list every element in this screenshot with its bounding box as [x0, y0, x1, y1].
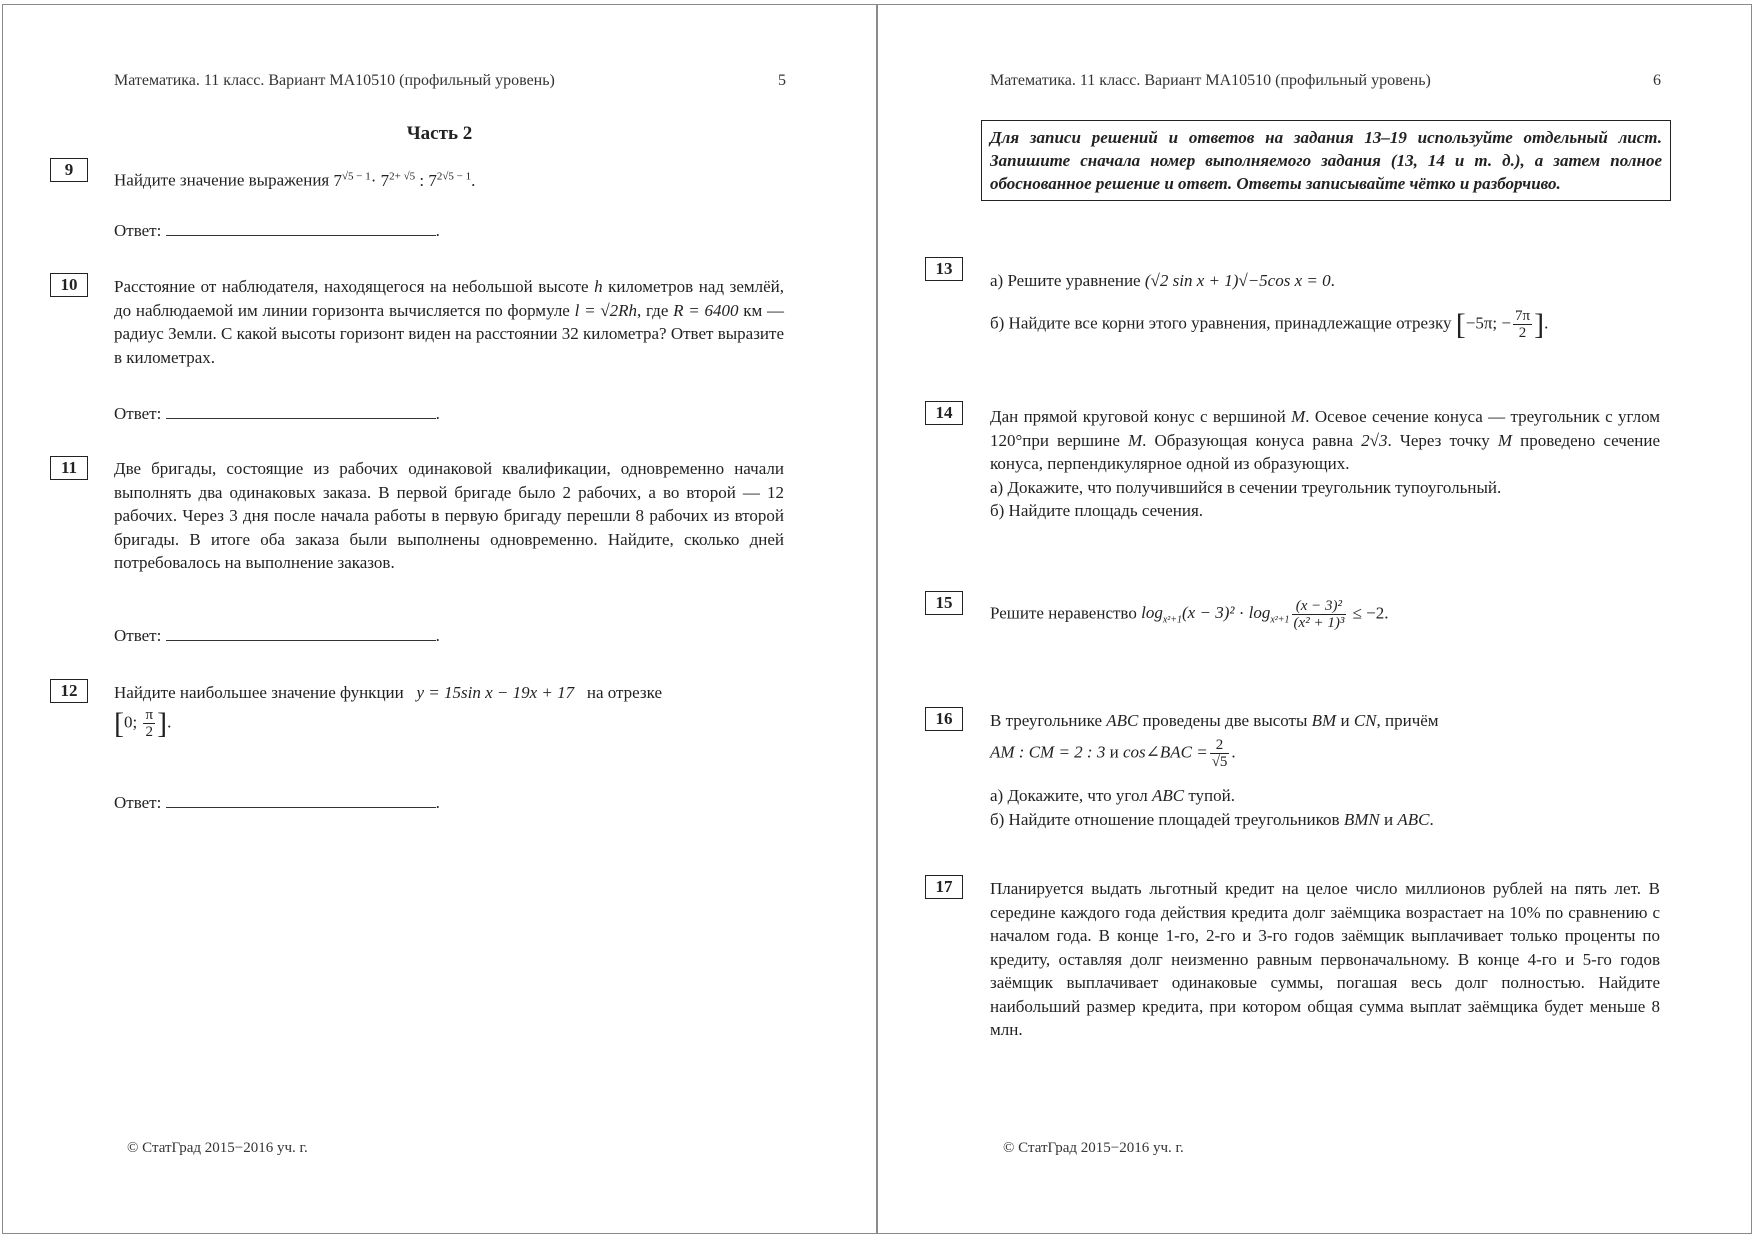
answer-line[interactable]: [166, 623, 436, 641]
page-header: Математика. 11 класс. Вариант МА10510 (профильный уровень): [990, 72, 1431, 89]
task-11-text: Две бригады, состоящие из рабочих одинаковой квалификации, одновременно начали выполнять два одинаковых заказа. В первой бригаде было 2 рабочих, а во второй — 12 рабочих. Через 3 дня после начала работы в первую бригаду перешли 8 рабочих из второй бригады. В итоге оба заказа были выполнены одновременно. Найдите, сколько дней потребовалось на выполнение заказов.: [114, 459, 784, 572]
task-12-formula: y = 15sin x − 19x + 17: [416, 683, 575, 702]
task-12-interval: [0; $\frac{\pi}{2}$ ].: [114, 706, 172, 740]
task-9-expression: $7^{√5 - 1}\cdot 7^{2+ √5}$ : $7^{2√5 - 1}$.: [333, 170, 476, 190]
page-number: 6: [1653, 72, 1661, 89]
left-page: [2, 4, 877, 1234]
task-11-answer: Ответ: .: [114, 623, 440, 646]
task-9-answer: Ответ: .: [114, 218, 440, 241]
task-16-part-b: б) Найдите отношение площадей треугольников BMN и ABC.: [990, 809, 1434, 829]
task-10-answer: Ответ: .: [114, 401, 440, 424]
task-12-text: Найдите наибольшее значение функции y = 15sin x − 19x + 17 на отрезке: [114, 683, 663, 702]
task-16-part-a: а) Докажите, что угол ABC тупой.: [990, 786, 1235, 805]
task-16-parts: [990, 784, 1660, 831]
answer-line[interactable]: [166, 218, 436, 236]
task-13-part-b: б) Найдите все корни этого уравнения, принадлежащие отрезку [−5π; − $\frac{7\pi}{2}$ ].: [990, 307, 1549, 341]
task-17-number: 17: [925, 875, 963, 899]
instruction-frame: Для записи решений и ответов на задания 13–19 используйте отдельный лист. Запишите сначала номер выполняемого задания (13, 14 и т. д.), а затем полное обоснованное решение и ответ. Ответы записывайте чётко и разборчиво.: [981, 120, 1671, 201]
task-13-formula: (√2 sin x + 1)√−5cos x = 0: [1144, 271, 1331, 290]
task-16-text: В треугольнике ABC проведены две высоты BM и CN, причём: [990, 711, 1439, 730]
part-title: Часть 2: [406, 123, 473, 144]
right-page: [877, 4, 1752, 1234]
task-10-text: Расстояние от наблюдателя, находящегося на небольшой высоте h километров над землёй, до наблюдаемой им линии горизонта вычисляется по формуле l = √2Rh, где R = 6400 км — радиус Земли. С какой высоты горизонт виден на расстоянии 32 километра? Ответ выразите в километрах.: [114, 277, 785, 367]
task-9-number: 9: [50, 158, 88, 182]
task-17-text: Планируется выдать льготный кредит на целое число миллионов рублей на пять лет. В середине каждого года действия кредита долг заёмщика возрастает на 10% по сравнению с началом года. В конце 1-го, 2-го и 3-го годов заёмщик выплачивает только проценты по кредиту, оставляя долг неизменно равным первоначальному. В конце 4-го и 5-го годов заёмщик выплачивает одинаковые суммы, погашая весь долг полностью. Найдите наибольший размер кредита, при котором общая сумма выплат заёмщика будет меньше 8 млн.: [990, 879, 1660, 1039]
task-13-part-a: а) Решите уравнение (√2 sin x + 1)√−5cos x = 0.: [990, 271, 1335, 290]
page-header: Математика. 11 класс. Вариант МА10510 (профильный уровень): [114, 72, 555, 89]
task-13-number: 13: [925, 257, 963, 281]
page-number: 5: [778, 72, 786, 89]
task-11-number: 11: [50, 456, 88, 480]
task-15-text: Решите неравенство $\log_{x^2+1}(x - 3)^2 \cdot \log_{x^2+1}$ $\frac{\text{(x − 3)²}}{\text{(x² + 1)³}}$ ≤ −2.: [990, 598, 1389, 631]
task-10-formula: l = √2Rh: [574, 300, 638, 320]
task-14-text: Дан прямой круговой конус с вершиной M. Осевое сечение конуса — треугольник с углом 120°при вершине M. Образующая конуса равна 2√3. Через точку M проведено сечение конуса, перпендикулярное одной из образующих. а) Докажите, что получившийся в сечении треугольник тупоугольный. б) Найдите площадь сечения.: [990, 405, 1660, 523]
task-15-number: 15: [925, 591, 963, 615]
task-16-condition: AM : CM = 2 : 3 и cos∠BAC = $\frac{2}{√5}$ .: [990, 737, 1236, 770]
task-14-number: 14: [925, 401, 963, 425]
page-footer: © СтатГрад 2015−2016 уч. г.: [1003, 1140, 1184, 1156]
answer-line[interactable]: [166, 401, 436, 419]
page-footer: © СтатГрад 2015−2016 уч. г.: [127, 1140, 308, 1156]
answer-line[interactable]: [166, 790, 436, 808]
task-9-statement: Найдите значение выражения: [114, 170, 330, 190]
task-10-number: 10: [50, 273, 88, 297]
task-16-number: 16: [925, 707, 963, 731]
task-14-part-a: а) Докажите, что получившийся в сечении треугольник тупоугольный.: [990, 477, 1502, 497]
task-14-part-b: б) Найдите площадь сечения.: [990, 501, 1204, 520]
task-12-number: 12: [50, 679, 88, 703]
task-12-answer: Ответ: .: [114, 790, 440, 813]
task-9-text: [114, 165, 784, 192]
